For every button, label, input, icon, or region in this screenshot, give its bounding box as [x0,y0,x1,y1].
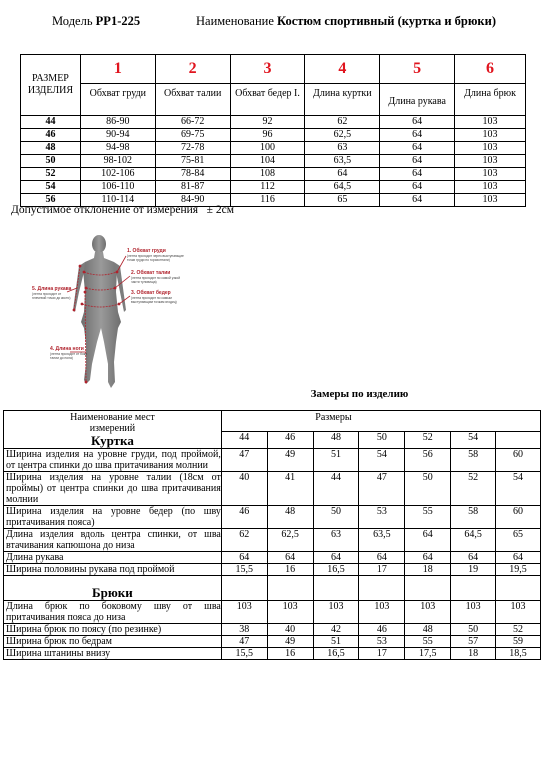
measurement-value: 58 [451,506,496,529]
measurement-row [4,564,541,576]
measurement-value: 44 [313,472,359,506]
measurement-row [4,648,541,660]
measurement-value: 41 [267,472,313,506]
jacket-title: Куртка [91,433,134,448]
measurement-value: 47 [221,636,267,648]
column-number: 5 [380,55,455,84]
size-cell: 63,5 [305,155,380,168]
size-cell: 75-81 [155,155,230,168]
measurement-value: 47 [221,449,267,472]
size-header-cell: 48 [313,431,359,448]
column-number: 2 [155,55,230,84]
measurement-value: 17 [359,564,405,576]
size-value: 52 [21,168,81,181]
size-column-header: РАЗМЕР ИЗДЕЛИЯ [21,55,81,116]
measurement-value: 15,5 [221,648,267,660]
size-value: 54 [21,181,81,194]
size-value: 44 [21,116,81,129]
measurement-value: 64 [451,552,496,564]
size-cell: 64 [380,129,455,142]
measurement-name: Ширина штанины внизу [4,648,222,660]
measurement-value: 38 [221,624,267,636]
product-name-label: Наименование [196,14,274,28]
size-cell: 103 [455,116,526,129]
column-number: 4 [305,55,380,84]
measurement-value: 51 [313,636,359,648]
size-header-cell: 46 [267,431,313,448]
column-number: 1 [80,55,155,84]
jacket-rows [4,449,541,576]
measurement-row [4,624,541,636]
product-name-line [196,14,496,29]
measurement-value: 64 [405,552,451,564]
size-cell: 104 [230,155,305,168]
measurement-row [4,472,541,506]
size-cell: 64 [380,194,455,207]
measurement-value: 40 [267,624,313,636]
size-cell: 72-78 [155,142,230,155]
size-value: 48 [21,142,81,155]
measurement-value: 19,5 [496,564,541,576]
measurement-value: 52 [451,472,496,506]
size-header-cell: 52 [405,431,451,448]
measurement-value: 103 [313,601,359,624]
size-cell: 103 [455,155,526,168]
measurement-value: 55 [405,636,451,648]
column-label: Обхват бедер I. [230,84,305,116]
model-label: Модель [52,14,93,28]
size-header-cell: 54 [451,431,496,448]
measurement-name: Ширина половины рукава под проймой [4,564,222,576]
pants-title-row [4,576,541,601]
measurement-value: 16 [267,648,313,660]
measurement-name: Ширина изделия на уровне талии (18см от проймы) от центра спинки до шва притачивания молнии [4,472,222,506]
size-table-number-row [21,55,526,84]
measurement-value: 55 [405,506,451,529]
size-cell: 110-114 [80,194,155,207]
measurement-value: 50 [451,624,496,636]
size-cell: 62,5 [305,129,380,142]
measurement-name: Длина изделия вдоль центра спинки, от шва втачивания капюшона до низа [4,529,222,552]
size-value: 50 [21,155,81,168]
size-cell: 69-75 [155,129,230,142]
measurement-value: 53 [359,636,405,648]
measurement-value: 63,5 [359,529,405,552]
measurement-value: 103 [267,601,313,624]
column-number: 6 [455,55,526,84]
measurement-value: 62,5 [267,529,313,552]
size-cell: 108 [230,168,305,181]
column-number: 3 [230,55,305,84]
measurement-figure [22,232,192,390]
column-label: Обхват груди [80,84,155,116]
size-cell: 84-90 [155,194,230,207]
measurement-value: 64 [221,552,267,564]
size-cell: 106-110 [80,181,155,194]
size-table-body [21,116,526,207]
measurement-value: 103 [221,601,267,624]
measurement-value: 54 [496,472,541,506]
label-sleeve: 5. Длина рукава (лента проходит от плечевой точки до кисти) [32,286,72,300]
measurement-value: 16 [267,564,313,576]
measurement-name: Ширина изделия на уровне бедер (по шву притачивания пояса) [4,506,222,529]
size-table-label-row [21,84,526,116]
measurement-value: 103 [359,601,405,624]
measurement-value: 16,5 [313,564,359,576]
label-chest: 1. Обхват груди (лента проходит через выступающие точки груди по горизонтали) [127,248,184,262]
size-cell: 66-72 [155,116,230,129]
product-measurements-table [3,410,541,660]
size-cell: 64,5 [305,181,380,194]
measurement-value: 57 [451,636,496,648]
size-cell: 98-102 [80,155,155,168]
measurement-value: 52 [496,624,541,636]
measurement-name: Длина брюк по боковому шву от шва притачивания пояса до низа [4,601,222,624]
measurement-value: 103 [405,601,451,624]
measurement-value: 18,5 [496,648,541,660]
column-label: Длина куртки [305,84,380,116]
size-value: 46 [21,129,81,142]
measurement-value: 40 [221,472,267,506]
size-cell: 64 [305,168,380,181]
size-cell: 78-84 [155,168,230,181]
measurement-value: 49 [267,449,313,472]
size-row [21,129,526,142]
size-cell: 112 [230,181,305,194]
size-cell: 103 [455,129,526,142]
pants-rows [4,601,541,660]
size-row [21,116,526,129]
measurement-value: 16,5 [313,648,359,660]
size-cell: 64 [380,168,455,181]
size-cell: 62 [305,116,380,129]
measurement-value: 56 [405,449,451,472]
measurement-value: 17,5 [405,648,451,660]
label-leg: 4. Длина ноги (лента проходит от бока талии до пола) [50,346,88,360]
measurement-row [4,449,541,472]
label-waist: 2. Обхват талии (лента проходит по самой узкой части туловища) [131,270,181,284]
measurement-row [4,601,541,624]
measurement-value: 53 [359,506,405,529]
measurement-value: 63 [313,529,359,552]
label-hips: 3. Обхват бедер (лента проходит по самым выступающим точкам ягодиц) [131,290,177,304]
column-label: Обхват талии [155,84,230,116]
size-cell: 92 [230,116,305,129]
size-header-cell: 44 [221,431,267,448]
size-row [21,181,526,194]
size-cell: 103 [455,181,526,194]
size-header-cell [496,431,541,448]
measurement-value: 46 [221,506,267,529]
size-row [21,168,526,181]
sizes-header: Размеры [221,411,540,432]
size-chart-table [20,54,526,207]
measurements-title: Замеры по изделию [310,388,409,400]
measurement-name: Ширина изделия на уровне груди, под проймой, от центра спинки до шва притачивания молнии [4,449,222,472]
size-row [21,142,526,155]
size-cell: 102-106 [80,168,155,181]
tolerance-note [11,204,234,216]
measurement-name: Ширина брюк по бедрам [4,636,222,648]
measurement-value: 50 [405,472,451,506]
pants-title: Брюки [4,576,222,601]
meas-name-header: Наименование мест измерений Куртка [4,411,222,449]
measurement-value: 18 [451,648,496,660]
size-cell: 64 [380,155,455,168]
tolerance-label: Допустимое отклонение от измерения [11,204,199,216]
measurement-value: 15,5 [221,564,267,576]
measurement-value: 64 [267,552,313,564]
measurement-value: 50 [313,506,359,529]
measurement-value: 18 [405,564,451,576]
model-line [52,14,140,29]
size-row [21,155,526,168]
size-cell: 103 [455,168,526,181]
measurement-value: 60 [496,506,541,529]
measurement-value: 42 [313,624,359,636]
size-cell: 94-98 [80,142,155,155]
size-cell: 103 [455,194,526,207]
size-value: 56 [21,194,81,207]
column-label: Длина рукава [380,84,455,116]
measurement-value: 51 [313,449,359,472]
size-cell: 64 [380,142,455,155]
measurement-row [4,506,541,529]
meas-header-row [4,411,541,432]
size-cell: 81-87 [155,181,230,194]
column-label: Длина брюк [455,84,526,116]
size-cell: 100 [230,142,305,155]
product-name-value: Костюм спортивный (куртка и брюки) [277,14,496,28]
measurement-value: 48 [405,624,451,636]
measurement-value: 59 [496,636,541,648]
measurement-value: 48 [267,506,313,529]
model-value: РР1-225 [95,14,141,28]
size-cell: 65 [305,194,380,207]
size-cell: 96 [230,129,305,142]
measurement-value: 103 [496,601,541,624]
measurement-name: Ширина брюк по поясу (по резинке) [4,624,222,636]
measurement-value: 46 [359,624,405,636]
measurement-value: 17 [359,648,405,660]
measurement-value: 64 [405,529,451,552]
measurement-row [4,529,541,552]
size-cell: 103 [455,142,526,155]
measurement-value: 62 [221,529,267,552]
measurement-name: Длина рукава [4,552,222,564]
size-cell: 64 [380,181,455,194]
size-cell: 116 [230,194,305,207]
measurement-value: 103 [451,601,496,624]
measurement-value: 49 [267,636,313,648]
size-cell: 63 [305,142,380,155]
measurement-row [4,552,541,564]
size-cell: 90-94 [80,129,155,142]
tolerance-value: ± 2см [206,204,234,216]
measurement-value: 19 [451,564,496,576]
measurement-value: 64 [496,552,541,564]
measurement-value: 64,5 [451,529,496,552]
measurement-value: 64 [359,552,405,564]
size-header-cell: 50 [359,431,405,448]
measurement-row [4,636,541,648]
measurement-value: 64 [313,552,359,564]
measurement-value: 65 [496,529,541,552]
measurement-value: 47 [359,472,405,506]
measurement-value: 54 [359,449,405,472]
measurement-value: 58 [451,449,496,472]
measurement-value: 60 [496,449,541,472]
size-cell: 64 [380,116,455,129]
size-cell: 86-90 [80,116,155,129]
